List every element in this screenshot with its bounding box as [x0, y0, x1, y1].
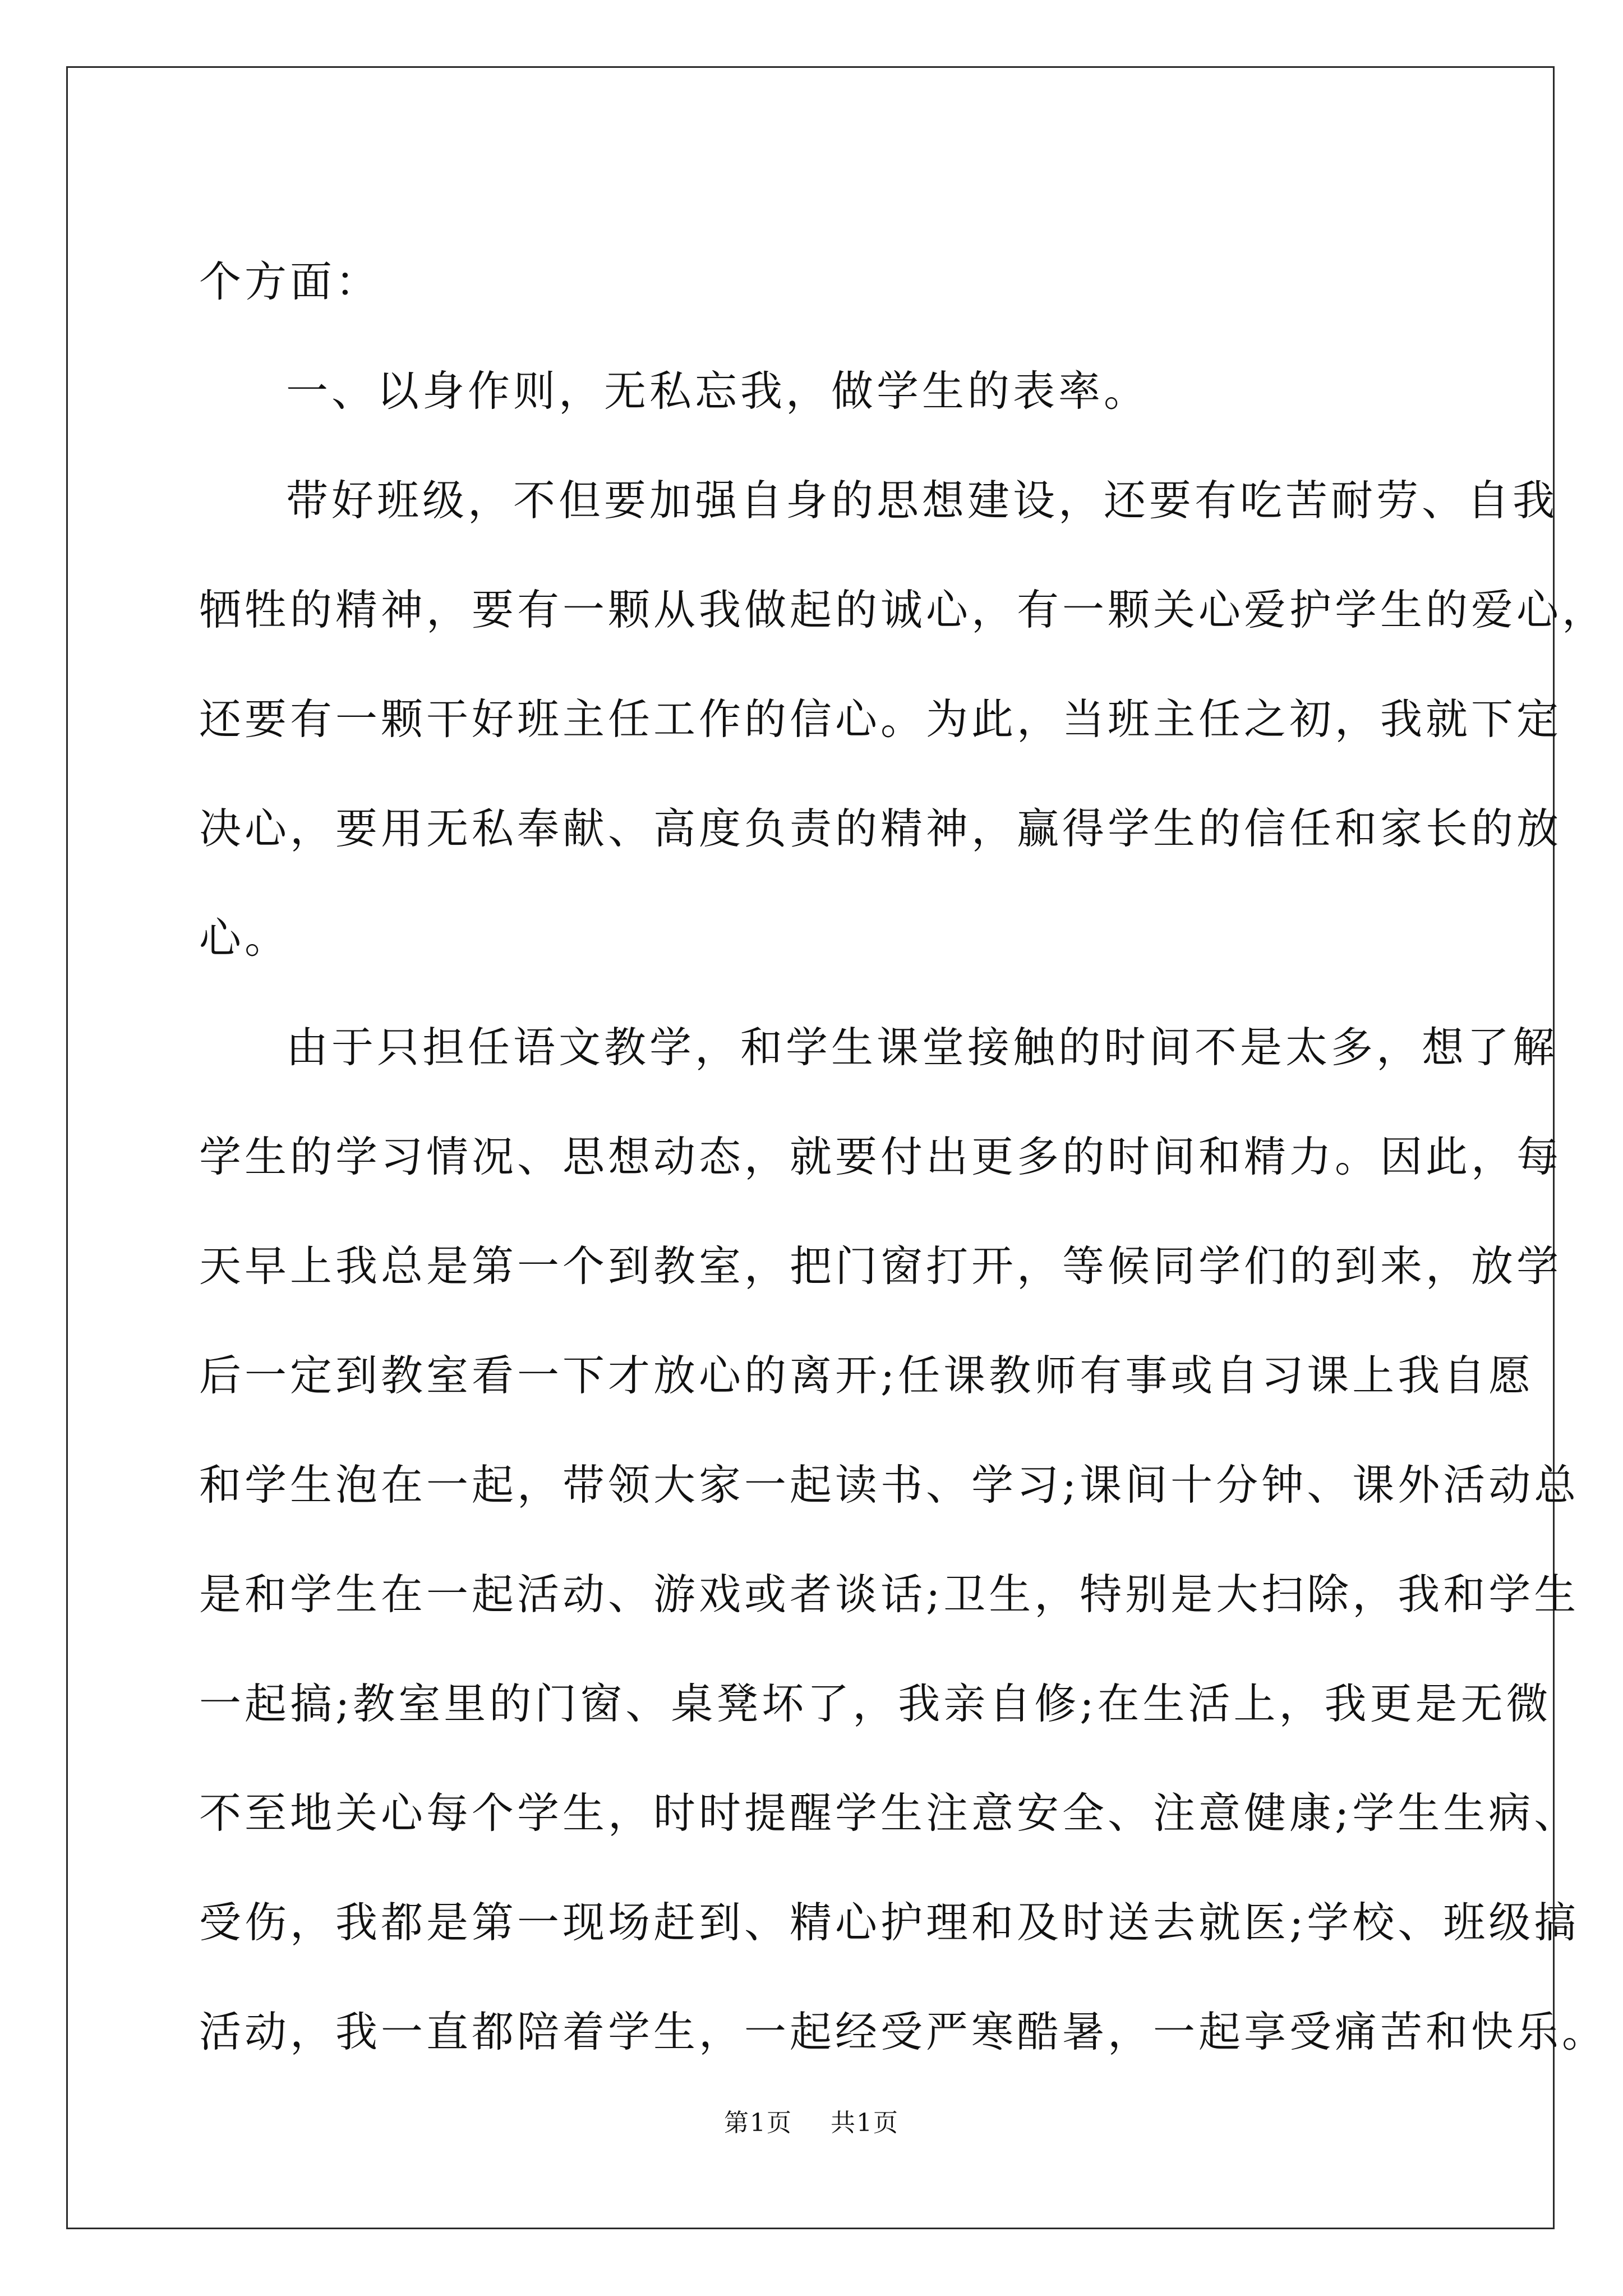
text-line: 一起搞;教室里的门窗、桌凳坏了，我亲自修;在生活上，我更是无微 — [199, 1679, 1552, 1728]
text-line: 心。 — [199, 913, 291, 963]
text-line: 后一定到教室看一下才放心的离开;任课教师有事或自习课上我自愿 — [199, 1351, 1534, 1400]
page-number-total: 共1页 — [831, 2109, 899, 2137]
text-line: 决心，要用无私奉献、高度负责的精神，赢得学生的信任和家长的放 — [199, 804, 1562, 853]
paragraph-intro — [199, 227, 1433, 337]
page-number-current: 第1页 — [724, 2109, 792, 2137]
text-line: 和学生泡在一起，带领大家一起读书、学习;课间十分钟、课外活动总 — [199, 1460, 1580, 1510]
text-line: 由于只担任语文教学，和学生课堂接触的时间不是太多，想了解 — [286, 1023, 1559, 1072]
text-line: 天早上我总是第一个到教室，把门窗打开，等候同学们的到来，放学 — [199, 1241, 1562, 1291]
paragraph-2 — [199, 993, 1608, 2087]
text-line: 不至地关心每个学生，时时提醒学生注意安全、注意健康;学生生病、 — [199, 1788, 1580, 1838]
paragraph-1 — [199, 446, 1608, 993]
page-footer — [0, 2102, 1623, 2138]
text-line: 活动，我一直都陪着学生，一起经受严寒酷暑，一起享受痛苦和快乐。 — [199, 2007, 1608, 2056]
text-line: 带好班级，不但要加强自身的思想建设，还要有吃苦耐劳、自我 — [286, 476, 1559, 525]
text-line: 牺牲的精神，要有一颗从我做起的诚心，有一颗关心爱护学生的爱心， — [199, 585, 1608, 634]
text-line: 受伤，我都是第一现场赶到、精心护理和及时送去就医;学校、班级搞 — [199, 1898, 1580, 1947]
text-line: 还要有一颗干好班主任工作的信心。为此，当班主任之初，我就下定 — [199, 694, 1562, 744]
text-line: 个方面： — [199, 257, 381, 306]
text-line: 学生的学习情况、思想动态，就要付出更多的时间和精力。因此，每 — [199, 1132, 1562, 1181]
document-body — [199, 227, 1608, 2087]
section-heading: 一、以身作则，无私忘我，做学生的表率。 — [286, 366, 1150, 416]
paragraph-heading-1 — [199, 337, 1433, 446]
text-line: 是和学生在一起活动、游戏或者谈话;卫生，特别是大扫除，我和学生 — [199, 1570, 1580, 1619]
